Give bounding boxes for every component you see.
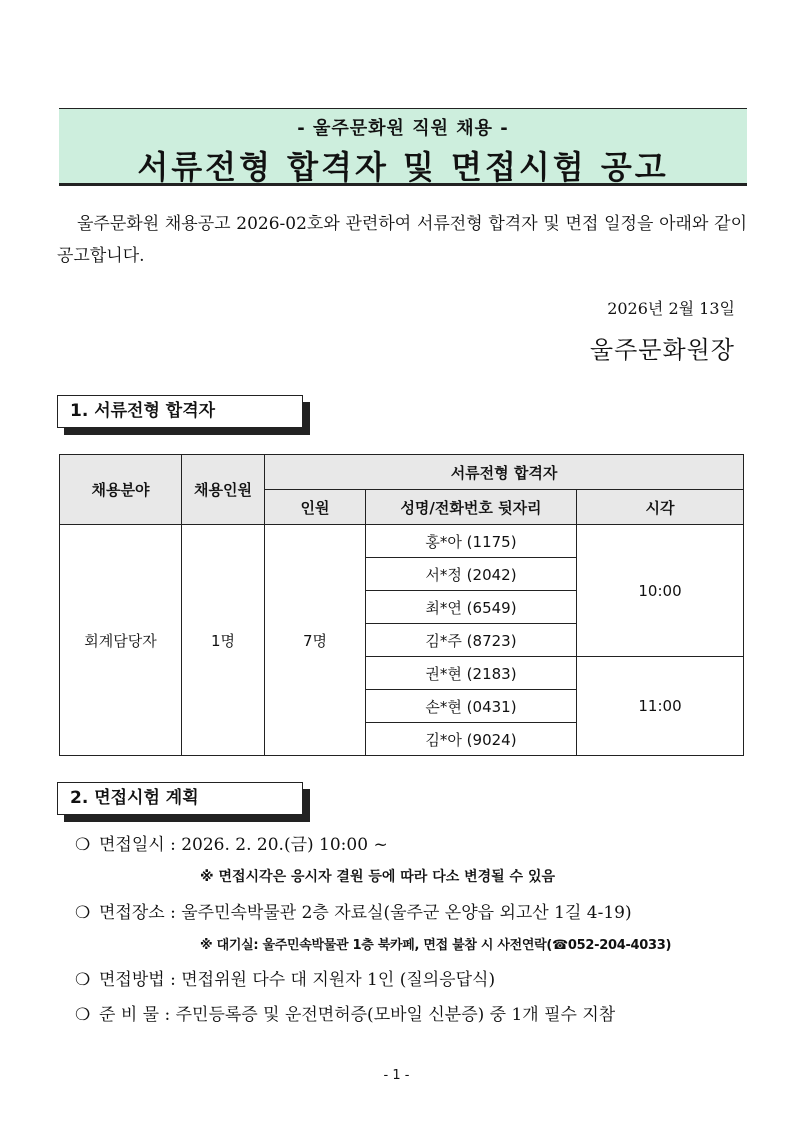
plan-text: 면접장소 : 울주민속박물관 2층 자료실(울주군 온양읍 외고산 1길 4-19) [99,903,632,923]
table-row [60,525,744,558]
notice-signer: 울주문화원장 [589,336,735,364]
header-group: 서류전형 합격자 [265,455,744,490]
cell-positions: 1명 [182,525,265,756]
cell-candidate: 최*연 (6549) [366,591,577,624]
plan-note-time: ※ 면접시각은 응시자 결원 등에 따라 다소 변경될 수 있음 [200,869,556,885]
cell-candidate: 홍*아 (1175) [366,525,577,558]
section1-heading: 1. 서류전형 합격자 [57,395,303,428]
cell-field: 회계담당자 [60,525,182,756]
plan-note-waiting: ※ 대기실: 울주민속박물관 1층 북카페, 면접 불참 시 사전연락(☎052-204-4033) [200,938,672,953]
cell-candidate: 김*주 (8723) [366,624,577,657]
cell-candidate: 손*현 (0431) [366,690,577,723]
notice-date: 2026년 2월 13일 [607,299,735,318]
title-box [59,108,747,186]
plan-item-materials [75,1000,755,1025]
page-number: - 1 - [383,1068,410,1083]
header-name-phone: 성명/전화번호 뒷자리 [366,490,577,525]
header-field: 채용분야 [60,455,182,525]
notice-subtitle: - 울주문화원 직원 채용 - [297,118,509,139]
header-positions: 채용인원 [182,455,265,525]
section2-heading: 2. 면접시험 계획 [57,782,303,815]
candidates-table [59,454,744,756]
plan-item-date [75,830,755,855]
cell-candidate: 서*정 (2042) [366,558,577,591]
plan-text: 면접일시 : 2026. 2. 20.(금) 10:00 ~ [99,835,388,855]
plan-text: 준 비 물 : 주민등록증 및 운전면허증(모바일 신분증) 중 1개 필수 지참 [99,1005,616,1025]
plan-item-method [75,965,755,990]
circle-bullet-icon: ❍ [75,903,91,923]
circle-bullet-icon: ❍ [75,970,91,990]
notice-title: 서류전형 합격자 및 면접시험 공고 [137,148,669,186]
plan-item-location [75,898,755,923]
header-count: 인원 [265,490,366,525]
cell-candidate: 김*아 (9024) [366,723,577,756]
cell-count: 7명 [265,525,366,756]
intro-paragraph: 울주문화원 채용공고 2026-02호와 관련하여 서류전형 합격자 및 면접 일정을 아래와 같이 공고합니다. [57,214,747,266]
header-time: 시각 [577,490,744,525]
circle-bullet-icon: ❍ [75,835,91,855]
cell-candidate: 권*현 (2183) [366,657,577,690]
cell-time: 11:00 [577,657,744,756]
circle-bullet-icon: ❍ [75,1005,91,1025]
cell-time: 10:00 [577,525,744,657]
plan-text: 면접방법 : 면접위원 다수 대 지원자 1인 (질의응답식) [99,970,496,990]
